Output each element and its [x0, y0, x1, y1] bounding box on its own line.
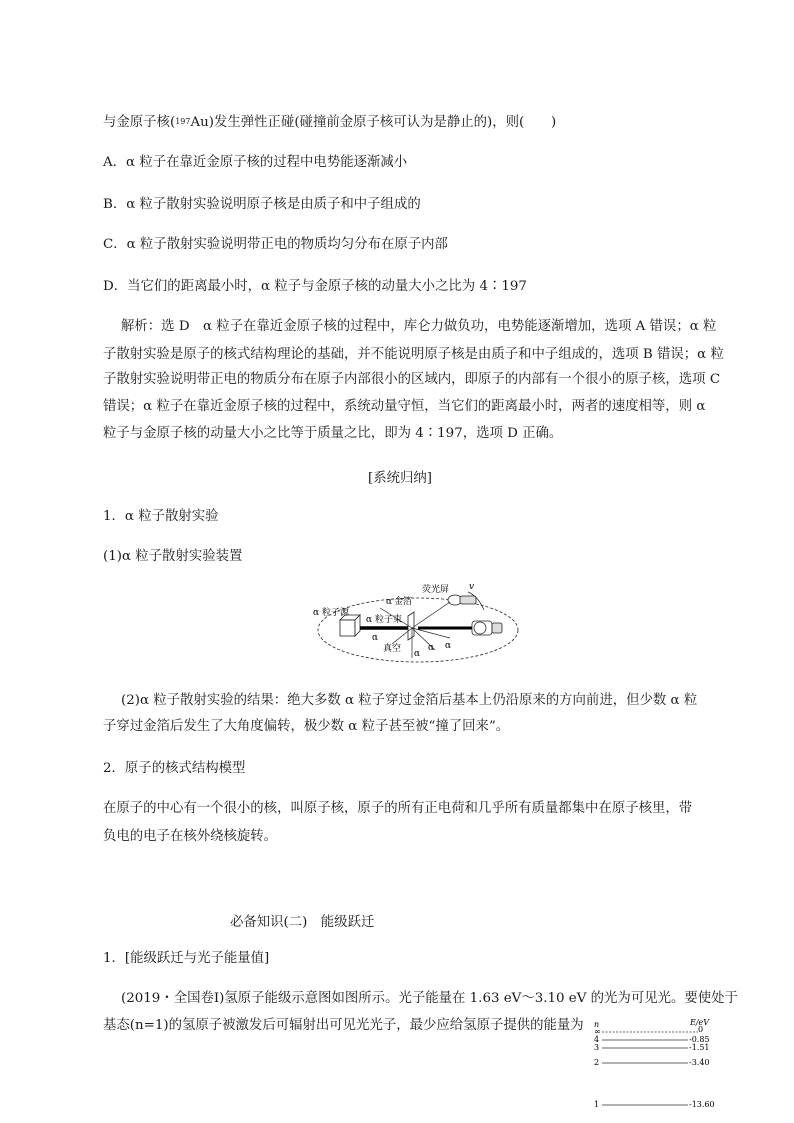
analysis-line: 子散射实验是原子的核式结构理论的基础，并不能说明原子核是由质子和中子组成的，选项 B 错误；α 粒: [103, 347, 724, 362]
item2-line: 负电的电子在核外绕核旋转。: [103, 829, 278, 844]
alpha-scattering-apparatus: [300, 578, 520, 668]
n-label: n: [594, 1020, 600, 1029]
item2-title: 2．原子的核式结构模型: [103, 761, 246, 776]
item1-sub2-line: (2)α 粒子散射实验的结果：绝大多数 α 粒子穿过金箔后基本上仍沿原来的方向前进，但少数 α 粒: [121, 693, 698, 708]
analysis-line: 错误；α 粒子在靠近金原子核的过程中，系统动量守恒，当它们的距离最小时，两者的速度相等，则 α: [103, 399, 706, 414]
label-source: α 粒子源: [313, 608, 349, 618]
level-e: -0.85: [689, 1035, 710, 1044]
level-n: 1: [594, 1100, 600, 1109]
level-n: 2: [594, 1058, 600, 1067]
analysis-line: 粒子与金原子核的动量大小之比等于质量之比，即为 4∶197，选项 D 正确。: [103, 426, 563, 441]
analysis-line: 子散射实验说明带正电的物质分布在原子内部很小的区域内，即原子的内部有一个很小的原子核，选项 C: [103, 372, 721, 387]
item1-sub2-line: 子穿过金箔后发生了大角度偏转，极少数 α 粒子甚至被“撞了回来”。: [103, 719, 510, 734]
option-d: D．当它们的距离最小时，α 粒子与金原子核的动量大小之比为 4∶197: [103, 279, 527, 294]
microscope-top: [448, 595, 476, 605]
level-e: -1.51: [689, 1043, 710, 1052]
option-a: A．α 粒子在靠近金原子核的过程中电势能逐渐减小: [103, 155, 408, 170]
problem-line: 基态(n=1)的氢原子被激发后可辐射出可见光光子，最少应给氢原子提供的能量为: [103, 1018, 584, 1033]
isotope-mass: 197: [175, 117, 191, 126]
level-n: 3: [594, 1043, 600, 1052]
scatter-path: [412, 602, 450, 628]
analysis-line: 解析：选 D α 粒子在靠近金原子核的过程中，库仑力做负功，电势能逐渐增加，选项 A 错误；α 粒: [121, 319, 717, 334]
fluorescent-screen: [472, 621, 502, 635]
item1-title: 1．α 粒子散射实验: [103, 509, 219, 524]
section2-heading: 必备知识(二) 能级跃迁: [230, 915, 375, 930]
source-box: [340, 615, 360, 636]
label-vacuum: 真空: [383, 644, 402, 654]
label-alpha: α: [445, 641, 452, 651]
level-e: 0: [698, 1025, 704, 1034]
item2-line: 在原子的中心有一个很小的核，叫原子核，原子的所有正电荷和几乎所有质量都集中在原子核里，带: [103, 801, 693, 816]
section2-item1-title: 1．[能级跃迁与光子能量值]: [103, 951, 270, 966]
option-c: C．α 粒子散射实验说明带正电的物质均匀分布在原子内部: [103, 237, 448, 252]
level-n: ∞: [594, 1027, 601, 1036]
question-stem: 与金原子核($^{197}$Au)发生弹性正碰(碰撞前金原子核可认为是静止的)，则( ): [103, 115, 557, 130]
label-beam: α 粒子束: [366, 615, 402, 625]
label-screen: 荧光屏: [422, 585, 450, 595]
label-alpha: α: [372, 633, 379, 643]
energy-level-diagram: [590, 1016, 730, 1116]
e-label: E/eV: [690, 1018, 710, 1027]
level-e: -3.40: [689, 1058, 710, 1067]
label-foil: 金箔: [394, 597, 413, 607]
isotope-symbol: Au: [190, 115, 209, 130]
summary-heading: [系统归纳]: [368, 471, 433, 486]
item1-sub1: (1)α 粒子散射实验装置: [103, 549, 243, 564]
label-alpha: α: [428, 643, 435, 653]
label-v: v: [469, 582, 475, 592]
label-alpha: α: [386, 597, 393, 607]
label-alpha: α: [414, 649, 421, 659]
level-n: 4: [594, 1035, 600, 1044]
option-b: B．α 粒子散射实验说明原子核是由质子和中子组成的: [103, 197, 421, 212]
level-e: -13.60: [689, 1100, 715, 1109]
problem-line: (2019・全国卷Ⅰ)氢原子能级示意图如图所示。光子能量在 1.63 eV～3.10 eV 的光为可见光。要使处于: [121, 991, 738, 1006]
